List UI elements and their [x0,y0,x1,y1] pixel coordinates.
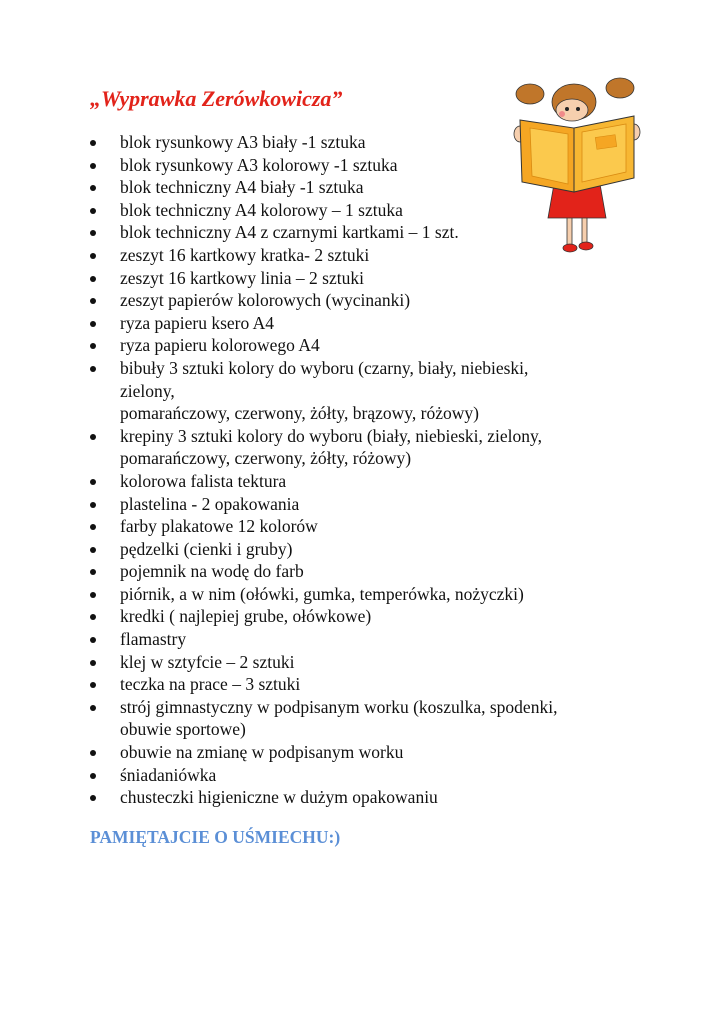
list-item-text: piórnik, a w nim (ołówki, gumka, temperówka, nożyczki) [120,583,524,604]
bullet-icon [90,750,96,756]
list-item [90,334,630,357]
bullet-icon [90,185,96,191]
bullet-icon [90,479,96,485]
list-item-text: farby plakatowe 12 kolorów [120,516,318,537]
list-item-text: chusteczki higieniczne w dużym opakowaniu [120,787,438,808]
list-item [90,741,630,764]
bullet-icon [90,163,96,169]
bullet-icon [90,773,96,779]
list-item [90,628,630,651]
list-item-text: bibuły 3 sztuki kolory do wyboru (czarny, biały, niebieski, [120,357,529,378]
list-item-text: obuwie sportowe) [120,719,246,740]
bullet-icon [90,547,96,553]
list-item [90,605,630,628]
bullet-icon [90,569,96,575]
document-title: „Wyprawka Zerówkowicza” [90,86,343,111]
bullet-icon [90,705,96,711]
list-item-text: flamastry [120,629,187,650]
list-item-text: strój gimnastyczny w podpisanym worku (koszulka, spodenki, [120,696,558,717]
list-item-text: kredki ( najlepiej grube, ołówkowe) [120,606,372,627]
bullet-icon [90,614,96,620]
bullet-icon [90,276,96,282]
list-item [90,425,630,470]
bullet-icon [90,253,96,259]
bullet-icon [90,140,96,146]
closing-note: PAMIĘTAJCIE O UŚMIECHU:) [90,827,341,847]
list-item-text: blok techniczny A4 kolorowy – 1 sztuka [120,199,403,220]
list-item-text: blok rysunkowy A3 kolorowy -1 sztuka [120,154,398,175]
list-item [90,560,630,583]
list-item-text: zeszyt 16 kartkowy kratka- 2 sztuki [120,244,370,265]
list-item-text: zielony, [120,380,175,401]
list-item-text: ryza papieru kolorowego A4 [120,335,320,356]
list-item-text: teczka na prace – 3 sztuki [120,674,301,695]
list-item [90,538,630,561]
list-item-text: obuwie na zmianę w podpisanym worku [120,742,404,763]
bullet-icon [90,208,96,214]
list-item [90,267,630,290]
list-item [90,583,630,606]
list-item [90,515,630,538]
bullet-icon [90,592,96,598]
list-item-text: plastelina - 2 opakowania [120,493,300,514]
bullet-icon [90,660,96,666]
list-item-text: krepiny 3 sztuki kolory do wyboru (biały, niebieski, zielony, [120,425,543,446]
list-item-text: blok techniczny A4 biały -1 sztuka [120,177,364,198]
list-item-text: kolorowa falista tektura [120,470,287,491]
list-item [90,696,630,741]
bullet-icon [90,795,96,801]
bullet-icon [90,524,96,530]
bullet-icon [90,230,96,236]
bullet-icon [90,682,96,688]
girl-reading-book-icon [512,76,642,256]
list-item [90,764,630,787]
list-item [90,357,630,425]
bullet-icon [90,434,96,440]
list-item [90,493,630,516]
bullet-icon [90,502,96,508]
list-item [90,312,630,335]
list-item [90,786,630,809]
list-item [90,289,630,312]
list-item-text: blok rysunkowy A3 biały -1 sztuka [120,132,366,152]
bullet-icon [90,366,96,372]
bullet-icon [90,637,96,643]
bullet-icon [90,343,96,349]
bullet-icon [90,321,96,327]
list-item-text: zeszyt 16 kartkowy linia – 2 sztuki [120,267,364,288]
list-item-text: pomarańczowy, czerwony, żółty, brązowy, różowy) [120,403,479,424]
list-item-text: śniadaniówka [120,764,217,785]
list-item-text: blok techniczny A4 z czarnymi kartkami – 1 szt. [120,222,459,243]
list-item [90,651,630,674]
list-item-text: pojemnik na wodę do farb [120,561,304,582]
list-item-text: zeszyt papierów kolorowych (wycinanki) [120,290,411,311]
list-item-text: pędzelki (cienki i gruby) [120,538,293,559]
bullet-icon [90,298,96,304]
list-item [90,673,630,696]
list-item-text: ryza papieru ksero A4 [120,312,275,333]
list-item-text: klej w sztyfcie – 2 sztuki [120,651,295,672]
list-item [90,470,630,493]
list-item-text: pomarańczowy, czerwony, żółty, różowy) [120,448,412,469]
